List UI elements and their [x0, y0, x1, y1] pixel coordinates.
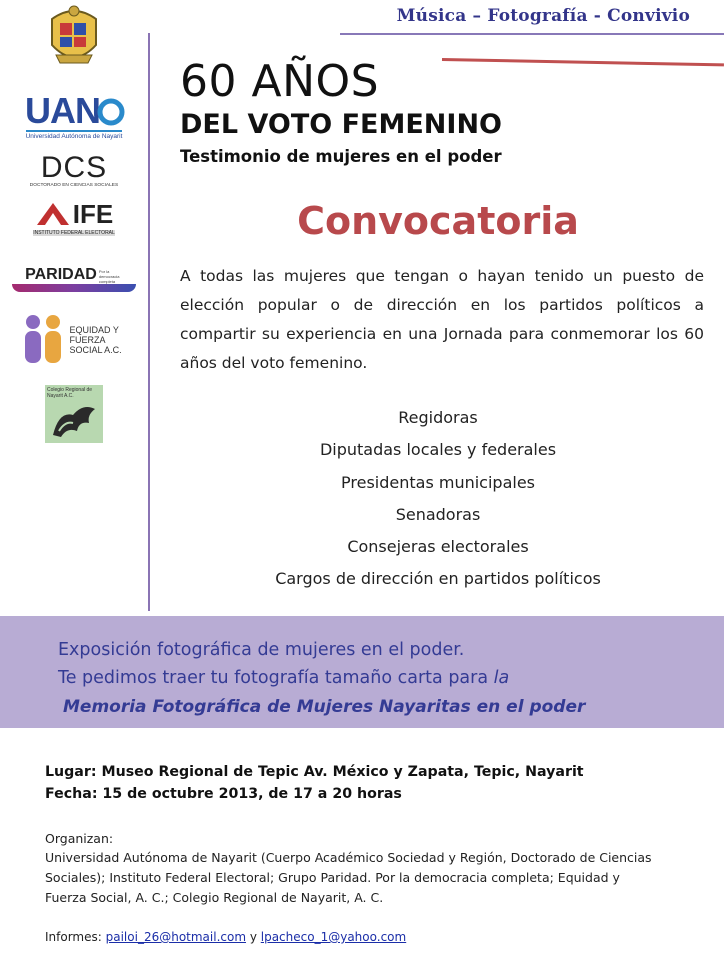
contact-line — [45, 928, 406, 946]
equidad-logo: EQUIDAD Y FUERZA SOCIAL A.C. — [0, 312, 148, 368]
email-link-2[interactable]: lpacheco_1@yahoo.com — [260, 930, 407, 944]
email-link-1[interactable]: pailoi_26@hotmail.com — [105, 930, 247, 944]
paridad-logo: PARIDAD Por la democracia completa — [0, 262, 148, 296]
tagline: Música – Fotografía - Convivio — [396, 6, 690, 26]
organizers-title: Organizan: — [45, 831, 114, 846]
vertical-divider — [148, 33, 150, 611]
list-item: Senadoras — [395, 504, 481, 524]
exhibition-line-1: Exposición fotográfica de mujeres en el poder. — [58, 640, 465, 660]
intro-paragraph: A todas las mujeres que tengan o hayan tenido un puesto de elección popular o de dirección en los partidos políticos a compartir su experiencia en una Jornada para conmemorar los 60 años del voto femenino. — [180, 267, 704, 372]
colegio-logo: Colegio Regional de Nayarit A.C. — [0, 384, 148, 444]
contact-connector: y — [246, 930, 261, 944]
contact-label: Informes: — [45, 930, 106, 944]
list-item: Cargos de dirección en partidos políticos — [275, 569, 601, 589]
convocatoria-heading: Convocatoria — [297, 199, 579, 243]
exhibition-line-2-text: Te pedimos traer tu fotografía tamaño carta para — [58, 668, 494, 688]
exhibition-line-2-italic: la — [493, 668, 510, 688]
crest-logo — [0, 0, 148, 72]
exhibition-line-2 — [58, 664, 509, 693]
list-item: Presidentas municipales — [341, 472, 535, 492]
event-date: Fecha: 15 de octubre 2013, de 17 a 20 horas — [45, 786, 402, 802]
list-item: Consejeras electorales — [347, 537, 529, 557]
list-item: Regidoras — [398, 408, 478, 427]
organizers-body: Universidad Autónoma de Nayarit (Cuerpo Académico Sociedad y Región, Doctorado de Ciencias Sociales); Instituto Federal Electoral; Grupo Paridad. Por la democracia completa; Equidad y Fuerza Social, A. C.; Colegio Regional de Nayarit, A. C. — [45, 850, 652, 905]
subtitle: DEL VOTO FEMENINO — [180, 109, 502, 140]
list-item: Diputadas locales y federales — [319, 440, 557, 460]
main-title: 60 AÑOS — [180, 56, 380, 107]
event-place: Lugar: Museo Regional de Tepic Av. México y Zapata, Tepic, Nayarit — [45, 764, 584, 780]
subheading: Testimonio de mujeres en el poder — [180, 147, 502, 166]
ife-logo: IFE INSTITUTO FEDERAL ELECTORAL — [33, 198, 115, 236]
dcs-logo: DCS DOCTORADO EN CIENCIAS SOCIALES — [29, 150, 119, 188]
top-divider-line — [340, 33, 724, 35]
uan-logo: UAN Universidad Autónoma de Nayarit — [25, 90, 123, 140]
exhibition-line-3: Memoria Fotográfica de Mujeres Nayaritas en el poder — [63, 697, 586, 717]
roles-list — [152, 402, 724, 596]
accent-line — [442, 58, 724, 66]
